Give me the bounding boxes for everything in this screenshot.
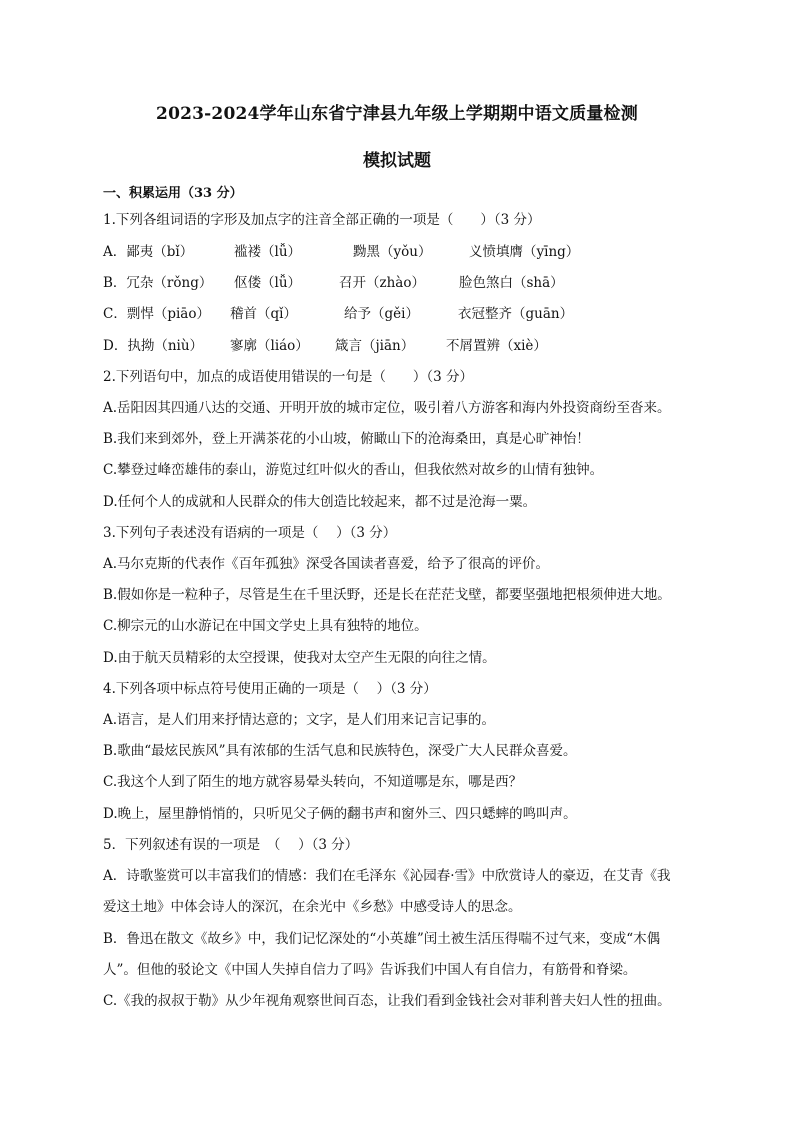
q3-option-a: A.马尔克斯的代表作《百年孤独》深受各国读者喜爱，给予了很高的评价。 — [103, 556, 550, 572]
q1-a-3: 黝黑（yǒu） — [353, 244, 432, 260]
exam-subtitle: 模拟试题 — [363, 151, 431, 171]
q1-c-3: 给予（gěi） — [344, 306, 419, 322]
q3-option-d: D.由于航天员精彩的太空授课，使我对太空产生无限的向往之情。 — [103, 650, 496, 666]
q2-option-c: C.攀登过峰峦雄伟的泰山，游览过红叶似火的香山，但我依然对故乡的山情有独钟。 — [103, 462, 604, 478]
q2-stem: 2.下列语句中，加点的成语使用错误的一句是（ ）（3 分） — [103, 369, 474, 385]
q4-option-c: C.我这个人到了陌生的地方就容易晕头转向，不知道哪是东，哪是西？ — [103, 774, 523, 790]
section-heading: 一、积累运用（33 分） — [103, 186, 243, 201]
q1-a-2: 褴褛（lǚ） — [234, 244, 302, 260]
q1-d-1: D．执拗（niù） — [103, 338, 204, 354]
q1-c-2: 稽首（qǐ） — [230, 306, 297, 322]
q1-c-1: C．剽悍（piāo） — [103, 306, 210, 322]
exam-title: 2023-2024学年山东省宁津县九年级上学期期中语文质量检测 — [156, 104, 638, 124]
q2-option-d: D.任何个人的成就和人民群众的伟大创造比较起来，都不过是沧海一粟。 — [103, 494, 537, 510]
q1-d-4: 不屑置辨（xiè） — [446, 338, 547, 354]
q1-b-3: 召开（zhào） — [339, 275, 425, 291]
q5-stem: 5．下列叙述有误的一项是 （ ）（3 分） — [103, 837, 359, 853]
q5-option-a-line2: 爱这土地》中体会诗人的深沉，在余光中《乡愁》中感受诗人的思念。 — [103, 899, 522, 915]
q4-option-a: A.语言，是人们用来抒情达意的；文字，是人们用来记言记事的。 — [103, 712, 496, 728]
q1-a-1: A．鄙夷（bǐ） — [103, 244, 194, 260]
q1-stem: 1.下列各组词语的字形及加点字的注音全部正确的一项是（ ）（3 分） — [103, 212, 541, 228]
q4-option-d: D.晚上，屋里静悄悄的，只听见父子俩的翻书声和窗外三、四只蟋蟀的鸣叫声。 — [103, 806, 577, 822]
q5-option-c: C.《我的叔叔于勒》从少年视角观察世间百态，让我们看到金钱社会对菲利普夫妇人性的扭曲。 — [103, 993, 671, 1009]
q4-option-b: B.歌曲“最炫民族风”具有浓郁的生活气息和民族特色，深受广大人民群众喜爱。 — [103, 743, 577, 759]
q1-d-3: 箴言（jiān） — [335, 338, 415, 354]
q5-option-a-line1: A．诗歌鉴赏可以丰富我们的情感：我们在毛泽东《沁园春·雪》中欣赏诗人的豪迈，在艾青《我 — [103, 868, 671, 884]
q2-option-b: B.我们来到郊外，登上开满茶花的小山坡，俯瞰山下的沧海桑田，真是心旷神怡！ — [103, 431, 590, 447]
q1-a-4: 义愤填膺（yīng） — [469, 244, 580, 260]
q3-stem: 3.下列句子表述没有语病的一项是（ ）（3 分） — [103, 525, 397, 541]
q1-b-2: 伛偻（lǚ） — [234, 275, 302, 291]
q1-b-4: 脸色煞白（shā） — [459, 275, 564, 291]
q3-option-b: B.假如你是一粒种子，尽管是生在千里沃野，还是长在茫茫戈壁，都要坚强地把根须伸进大地。 — [103, 587, 671, 603]
q5-option-b-line1: B．鲁迅在散文《故乡》中，我们记忆深处的“小英雄”闰土被生活压得喘不过气来，变成“木偶 — [103, 931, 661, 947]
q3-option-c: C.柳宗元的山水游记在中国文学史上具有独特的地位。 — [103, 618, 428, 634]
q4-stem: 4.下列各项中标点符号使用正确的一项是（ ）（3 分） — [103, 681, 437, 697]
q1-b-1: B．冗杂（rǒng） — [103, 275, 213, 291]
q2-option-a: A.岳阳因其四通八达的交通、开明开放的城市定位，吸引着八方游客和海内外投资商纷至沓来。 — [103, 400, 671, 416]
q1-d-2: 寥廓（liáo） — [230, 338, 309, 354]
q1-c-4: 衣冠整齐（guān） — [458, 306, 574, 322]
q5-option-b-line2: 人”。但他的驳论文《中国人失掉自信力了吗》告诉我们中国人有自信力，有筋骨和脊梁。 — [103, 962, 637, 978]
